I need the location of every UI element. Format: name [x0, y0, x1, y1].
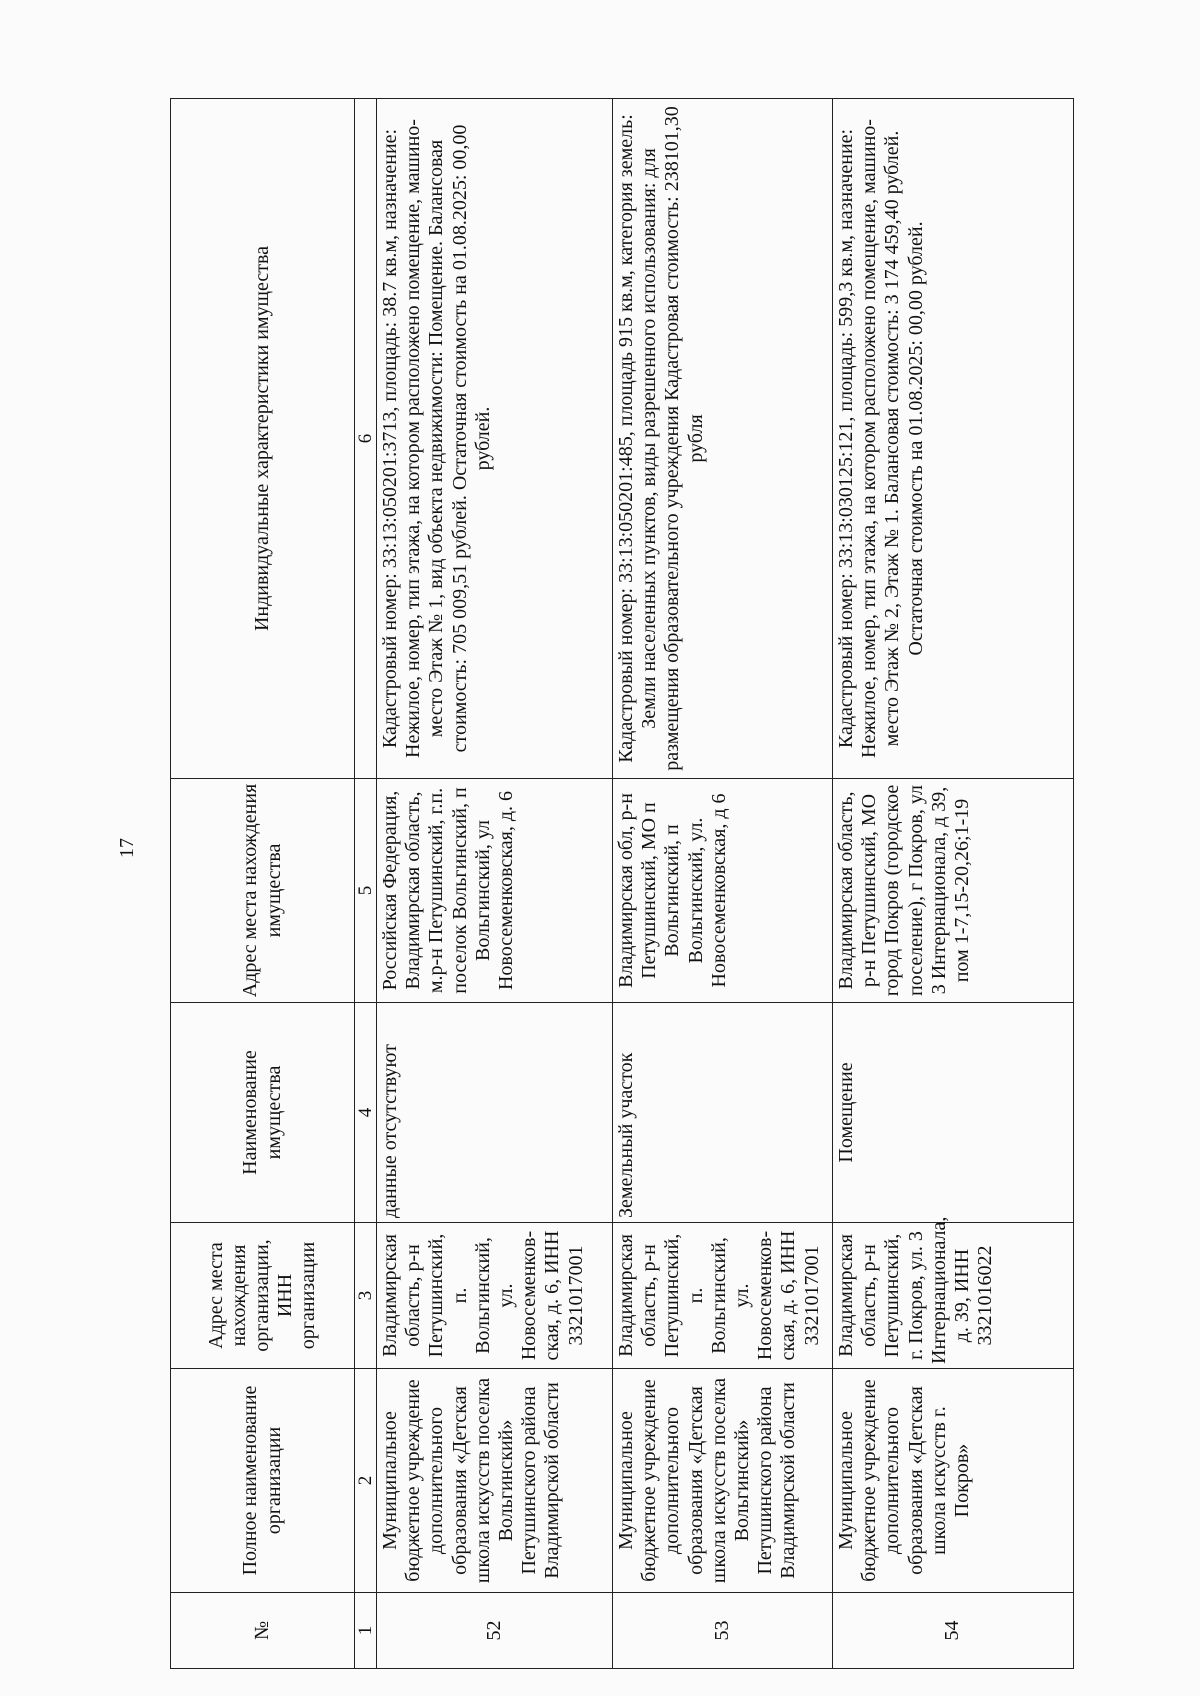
- header-property-name: Наименование имущества: [171, 1003, 355, 1223]
- header-property-address: Адрес места нахождения имущества: [171, 779, 355, 1003]
- org-name-cell: Муниципальное бюджетное учреждение дополнительного образования «Детская школа искусств г. Покров»: [833, 1369, 1074, 1593]
- table-row: [613, 99, 833, 1669]
- column-number: 1: [355, 1593, 377, 1669]
- org-address-cell: Владимирская область, р-н Петушинский, п. Вольгинский, ул. Новосеменков-ская, д. 6, ИНН 3321017001: [377, 1223, 613, 1369]
- header-org-address: Адрес места нахождения организации, ИНН организации: [171, 1223, 355, 1369]
- row-number: 53: [613, 1593, 833, 1669]
- org-name-cell: Муниципальное бюджетное учреждение дополнительного образования «Детская школа искусств поселка Вольгинский» Петушинского района Владимирской области: [613, 1369, 833, 1593]
- column-number: 3: [355, 1223, 377, 1369]
- property-address-cell: Владимирская область, р-н Петушинский, МО город Покров (городское поселение), г Покров, ул 3 Интернационала, д 39, пом 1-7,15-20,26;1-19: [833, 779, 1074, 1003]
- header-number: №: [171, 1593, 355, 1669]
- org-name-cell: Муниципальное бюджетное учреждение дополнительного образования «Детская школа искусств поселка Вольгинский» Петушинского района Владимирской области: [377, 1369, 613, 1593]
- org-address-cell: Владимирская область, р-н Петушинский, п. Вольгинский, ул. Новосеменков-ская, д. 6, ИНН 3321017001: [613, 1223, 833, 1369]
- property-name-cell: Помещение: [833, 1003, 1074, 1223]
- characteristics-cell: Кадастровый номер: 33:13:030125:121, площадь: 599,3 кв.м, назначение: Нежилое, номер, тип этажа, на котором расположено помещение, машино-место Этаж № 2, Этаж № 1. Балансовая стоимость: 3 174 459,40 рублей. Остаточная стоимость на 01.08.2025: 00,00 рублей.: [833, 99, 1074, 779]
- property-name-cell: Земельный участок: [613, 1003, 833, 1223]
- column-number: 6: [355, 99, 377, 779]
- table-row: [833, 99, 1074, 1669]
- header-characteristics: Индивидуальные характеристики имущества: [171, 99, 355, 779]
- property-name-cell: данные отсутствуют: [377, 1003, 613, 1223]
- column-numbers-row: [355, 99, 377, 1669]
- row-number: 52: [377, 1593, 613, 1669]
- column-number: 2: [355, 1369, 377, 1593]
- row-number: 54: [833, 1593, 1074, 1669]
- table-row: [377, 99, 613, 1669]
- page-number: 17: [116, 838, 138, 858]
- column-number: 5: [355, 779, 377, 1003]
- header-row: [171, 99, 355, 1669]
- org-address-cell: Владимирская область, р-н Петушинский, г. Покров, ул. 3 Интернационала, д. 39, ИНН 3321016022: [833, 1223, 1074, 1369]
- characteristics-cell: Кадастровый номер: 33:13:050201:3713, площадь: 38.7 кв.м, назначение: Нежилое, номер, тип этажа, на котором расположено помещение, машино-место Этаж № 1, вид объекта недвижимости: Помещение. Балансовая стоимость: 705 009,51 рублей. Остаточная стоимость на 01.08.2025: 00,00 рублей.: [377, 99, 613, 779]
- property-address-cell: Владимирская обл, р-н Петушинский, МО п Вольгинский, п Вольгинский, ул. Новосеменковская, д 6: [613, 779, 833, 1003]
- header-org-name: Полное наименование организации: [171, 1369, 355, 1593]
- property-table: [170, 98, 1074, 1669]
- column-number: 4: [355, 1003, 377, 1223]
- characteristics-cell: Кадастровый номер: 33:13:050201:485, площадь 915 кв.м, категория земель: Земли населенных пунктов, виды разрешенного использования: для размещения образовательного учреждения Кадастровая стоимость: 238101,30 рубля: [613, 99, 833, 779]
- property-address-cell: Российская Федерация, Владимирская область, м.р-н Петушинский, г.п. поселок Вольгинский, п Вольгинский, ул Новосеменковская, д. 6: [377, 779, 613, 1003]
- rotated-table-container: [170, 99, 1073, 1669]
